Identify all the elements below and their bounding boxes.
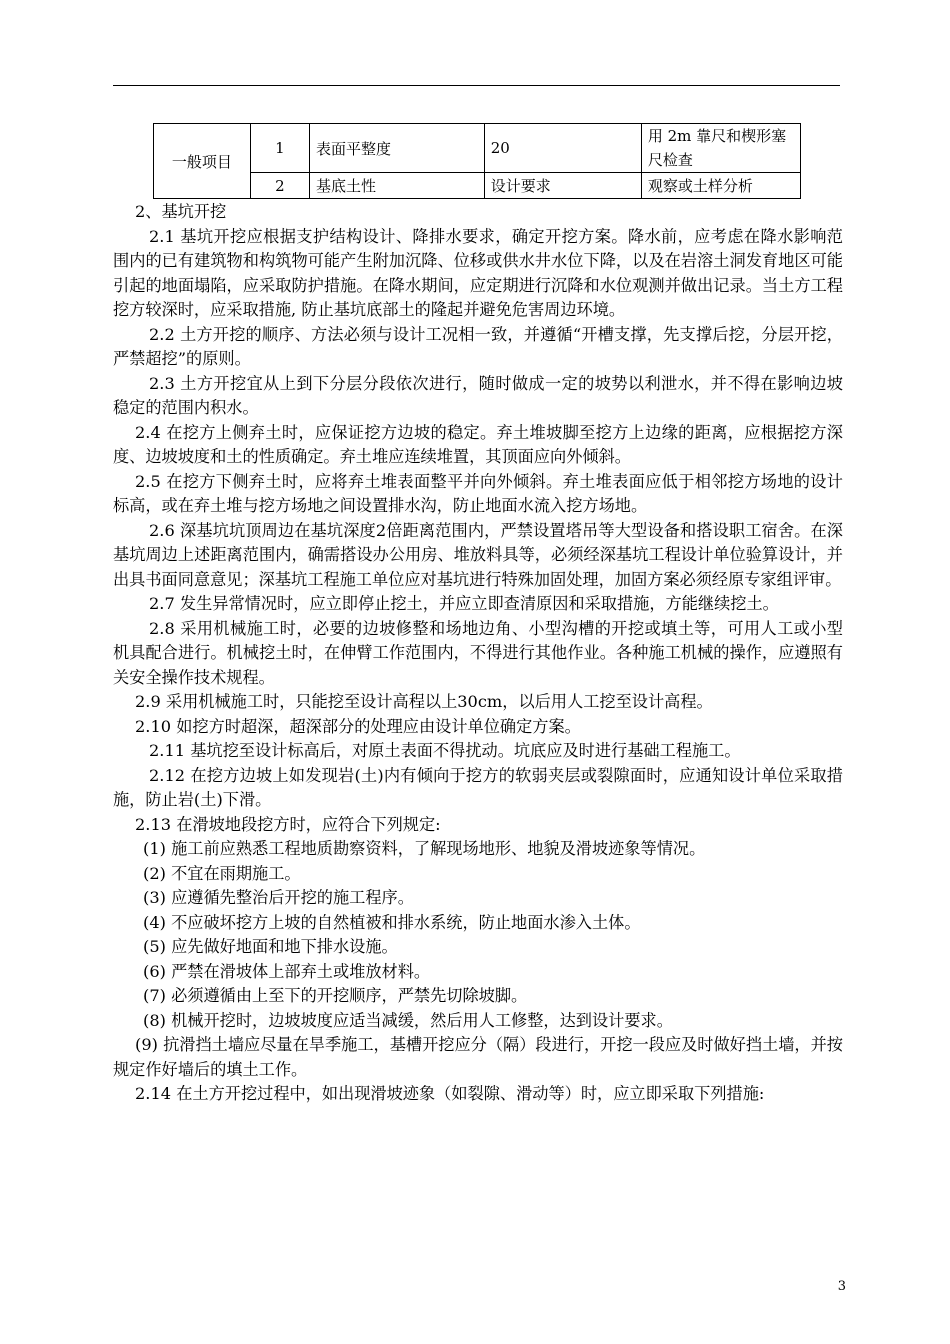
- row-value: 设计要求: [484, 173, 641, 199]
- section-heading: 2、基坑开挖: [135, 202, 227, 221]
- list-item: (6) 严禁在滑坡体上部弃土或堆放材料。: [143, 961, 431, 981]
- paragraph-2-14: 2.14 在土方开挖过程中，如出现滑坡迹象（如裂隙、滑动等）时，应立即采取下列措施:: [135, 1084, 765, 1103]
- paragraph-2-9: 2.9 采用机械施工时，只能挖至设计高程以上30cm，以后用人工挖至设计高程。: [135, 692, 713, 711]
- table-row: [154, 173, 801, 199]
- list-item: (8) 机械开挖时，边坡坡度应适当减缓，然后用人工修整，达到设计要求。: [143, 1010, 673, 1030]
- paragraph-2-8: 2.8 采用机械施工时，必要的边坡修整和场地边角、小型沟槽的开挖或填土等，可用人工或小型机具配合进行。机械挖土时，在伸臂工作范围内，不得进行其他作业。各种施工机械的操作，应遵照有关安全操作技术规程。: [113, 618, 843, 687]
- paragraph-2-4: 2.4 在挖方上侧弃土时，应保证挖方边坡的稳定。弃土堆坡脚至挖方上边缘的距离，应根据挖方深度、边坡坡度和土的性质确定。弃土堆应连续堆置，其顶面应向外倾斜。: [113, 422, 843, 466]
- list-item: (2) 不宜在雨期施工。: [143, 863, 301, 883]
- paragraph-2-2: 2.2 土方开挖的顺序、方法必须与设计工况相一致，并遵循“开槽支撑，先支撑后挖，分层开挖，严禁超挖”的原则。: [113, 324, 843, 368]
- list-item: (9) 抗滑挡土墙应尽量在旱季施工，基槽开挖应分（隔）段进行，开挖一段应及时做好挡土墙，并按规定作好墙后的填土工作。: [113, 1035, 843, 1079]
- category-cell: 一般项目: [154, 124, 251, 199]
- row-item: 表面平整度: [310, 124, 485, 173]
- paragraph-2-6: 2.6 深基坑坑顶周边在基坑深度2倍距离范围内，严禁设置塔吊等大型设备和搭设职工宿舍。在深基坑周边上述距离范围内，确需搭设办公用房、堆放料具等，必须经深基坑工程设计单位验算设计，并出具书面同意意见；深基坑工程施工单位应对基坑进行特殊加固处理，加固方案必须经原专家组评审。: [113, 520, 843, 589]
- paragraph-2-12: 2.12 在挖方边坡上如发现岩(土)内有倾向于挖方的软弱夹层或裂隙面时，应通知设计单位采取措施，防止岩(土)下滑。: [113, 765, 843, 809]
- paragraph-2-5: 2.5 在挖方下侧弃土时，应将弃土堆表面整平并向外倾斜。弃土堆表面应低于相邻挖方场地的设计标高，或在弃土堆与挖方场地之间设置排水沟，防止地面水流入挖方场地。: [113, 471, 843, 515]
- body-text: [113, 200, 843, 1107]
- paragraph-2-10: 2.10 如挖方时超深，超深部分的处理应由设计单位确定方案。: [135, 716, 581, 736]
- header-rule: [113, 85, 840, 86]
- paragraph-2-7: 2.7 发生异常情况时，应立即停止挖土，并应立即查清原因和采取措施，方能继续挖土。: [149, 594, 779, 613]
- row-method: 用 2m 靠尺和楔形塞尺检查: [641, 124, 800, 173]
- inspection-table: [153, 123, 801, 199]
- list-item: (4) 不应破坏挖方上坡的自然植被和排水系统，防止地面水渗入土体。: [143, 912, 641, 932]
- row-value: 20: [484, 124, 641, 173]
- table-row: [154, 124, 801, 173]
- paragraph-2-13: 2.13 在滑坡地段挖方时，应符合下列规定:: [135, 814, 441, 834]
- row-number: 1: [250, 124, 309, 173]
- row-method: 观察或土样分析: [641, 173, 800, 199]
- paragraph-2-1: 2.1 基坑开挖应根据支护结构设计、降排水要求，确定开挖方案。降水前，应考虑在降水影响范围内的已有建筑物和构筑物可能产生附加沉降、位移或供水井水位下降，以及在岩溶土洞发育地区可能引起的地面塌陷，应采取防护措施。在降水期间，应定期进行沉降和水位观测并做出记录。当土方工程挖方较深时，应采取措施, 防止基坑底部土的隆起并避免危害周边环境。: [113, 226, 843, 319]
- row-item: 基底土性: [310, 173, 485, 199]
- list-item: (5) 应先做好地面和地下排水设施。: [143, 937, 398, 956]
- list-item: (3) 应遵循先整治后开挖的施工程序。: [143, 888, 414, 907]
- list-item: (7) 必须遵循由上至下的开挖顺序，严禁先切除坡脚。: [143, 986, 528, 1005]
- row-number: 2: [250, 173, 309, 199]
- paragraph-2-11: 2.11 基坑挖至设计标高后，对原土表面不得扰动。坑底应及时进行基础工程施工。: [149, 741, 741, 760]
- list-item: (1) 施工前应熟悉工程地质勘察资料，了解现场地形、地貌及滑坡迹象等情况。: [143, 839, 706, 858]
- page-number: 3: [837, 1279, 846, 1294]
- paragraph-2-3: 2.3 土方开挖宜从上到下分层分段依次进行，随时做成一定的坡势以利泄水，并不得在影响边坡稳定的范围内积水。: [113, 373, 843, 417]
